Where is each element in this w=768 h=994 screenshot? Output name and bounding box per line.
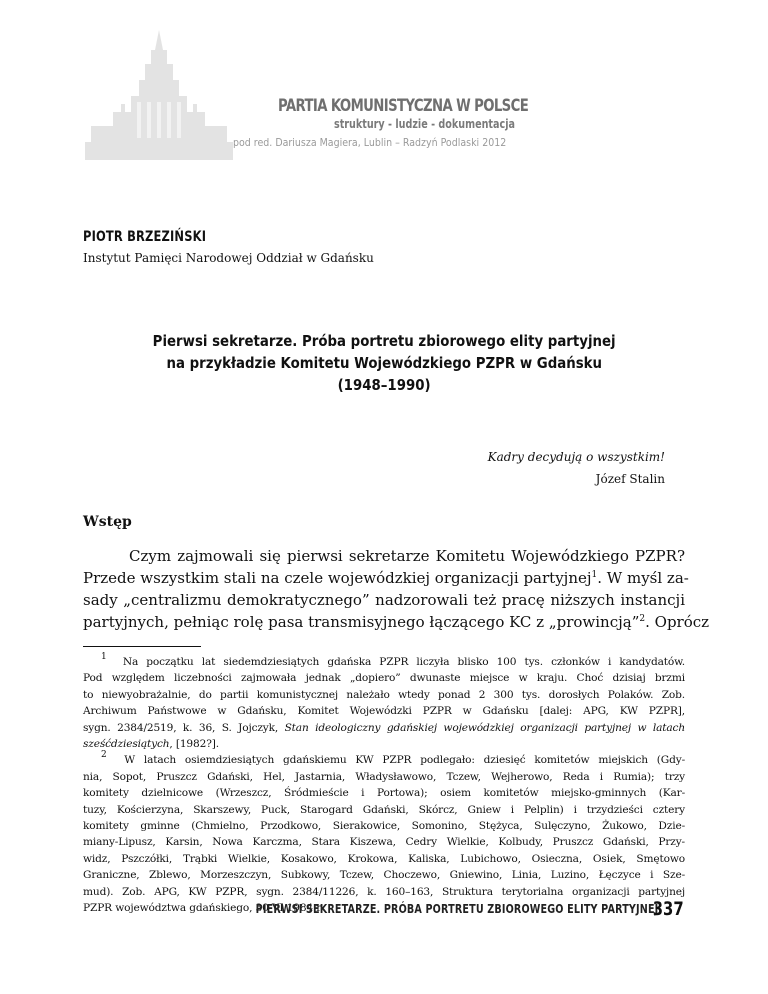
footnote-divider: [83, 646, 201, 647]
epigraph-source: Józef Stalin: [595, 472, 665, 486]
epigraph-quote: Kadry decydują o wszystkim!: [487, 450, 665, 464]
footnote-2-line-7: widz, Pszczółki, Trąbki Wielkie, Kosakowo, Krokowa, Kaliska, Lubichowo, Osieczna, Osiek, Smętowo: [83, 852, 685, 865]
title-line-2: na przykładzie Komitetu Wojewódzkiego PZPR w Gdańsku: [166, 354, 602, 372]
running-footer: PIERWSI SEKRETARZE. PRÓBA PORTRETU ZBIOROWEGO ELITY PARTYJNEJ: [255, 902, 658, 916]
footnote-1-text-5b: Stan ideologiczny gdańskiej wojewódzkiej organizacji partyjnej w latach: [284, 721, 685, 734]
footnote-2-mark: 2: [101, 750, 107, 761]
footnote-2-line-8: Graniczne, Zblewo, Morzeszczyn, Subkowy, Tczew, Choczewo, Gniewino, Linia, Luzino, Łęczyce i Sze-: [83, 869, 685, 882]
footnote-ref-2[interactable]: 2: [639, 614, 646, 624]
footnote-ref-1[interactable]: 1: [591, 570, 598, 580]
body-line-4-end: . Oprócz: [645, 613, 710, 631]
series-title: PARTIA KOMUNISTYCZNA W POLSCE: [278, 96, 529, 116]
footnote-2-line-2: nia, Sopot, Pruszcz Gdański, Hel, Jastarnia, Władysławowo, Tczew, Wejherowo, Reda i Rumia); trzy: [83, 770, 685, 783]
body-line-2-text: Przede wszystkim stali na czele wojewódzkiej organizacji partyjnej: [83, 569, 592, 587]
footnote-1-line-4: Archiwum Państwowe w Gdańsku, Komitet Wojewódzki PZPR w Gdańsku [dalej: APG, KW PZPR],: [83, 705, 685, 718]
body-line-4: [83, 611, 710, 633]
body-paragraph: [83, 545, 710, 633]
author-affiliation: Instytut Pamięci Narodowej Oddział w Gdańsku: [83, 251, 374, 265]
footnote-1-text-6b: , [1982?].: [169, 738, 219, 751]
footnote-1-text-5a: sygn. 2384/2519, k. 36, S. Jojczyk,: [83, 721, 285, 734]
footnote-2-line-5: komitety gminne (Chmielno, Przodkowo, Sierakowice, Somonino, Stężyca, Sulęczyno, Żukowo, Dzie-: [83, 820, 685, 833]
series-subtitle: struktury - ludzie - dokumentacja: [334, 117, 515, 131]
footnotes: [83, 654, 685, 917]
footnote-1-line-2: Pod względem liczebności zajmowała jednak „dopiero” dwunaste miejsce w kraju. Choć dzisiaj brzmi: [83, 672, 685, 685]
section-heading: Wstęp: [83, 514, 132, 530]
title-line-1: Pierwsi sekretarze. Próba portretu zbiorowego elity partyjnej: [152, 332, 616, 350]
author-name: PIOTR BRZEZIŃSKI: [83, 229, 207, 245]
body-line-2: [83, 567, 689, 589]
body-line-1: Czym zajmowali się pierwsi sekretarze Komitetu Wojewódzkiego PZPR?: [129, 547, 685, 565]
body-line-3: sady „centralizmu demokratycznego” nadzorowali też pracę niższych instancji: [83, 591, 685, 609]
footnote-1-line-6: [83, 736, 685, 752]
footnote-2-line-1: [83, 752, 685, 768]
footnote-2-line-3: komitety dzielnicowe (Wrzeszcz, Śródmieście i Portowa); osiem komitetów miejsko-gminnych (Kar-: [83, 787, 685, 800]
title-line-3: (1948–1990): [337, 376, 431, 394]
body-line-4-text: partyjnych, pełniąc rolę pasa transmisyjnego łączącego KC z „prowincją”: [83, 613, 640, 631]
footnote-1-text-1: Na początku lat siedemdziesiątych gdańska PZPR liczyła blisko 100 tys. członków i kandydatów.: [122, 656, 685, 668]
footnote-1-text-6a: sześćdziesiątych: [83, 738, 170, 751]
body-line-2-end: . W myśl za-: [597, 569, 689, 587]
epigraph: [488, 446, 665, 490]
page-number: 337: [653, 898, 684, 920]
footnote-1-line-5: [83, 720, 685, 736]
editor-line: pod red. Dariusza Magiera, Lublin – Radzyń Podlaski 2012: [233, 136, 507, 149]
article-title: [100, 330, 668, 396]
footnote-2-text-1: W latach osiemdziesiątych gdańskiemu KW PZPR podlegało: dziesięć komitetów miejskich (Gdy-: [124, 754, 685, 767]
footnote-2-line-10: PZPR województwa gdańskiego, 30 VI 1984 r.: [83, 902, 324, 915]
footnote-2-line-4: tuzy, Kościerzyna, Skarszewy, Puck, Starogard Gdański, Skórcz, Gniew i Pelplin) i trzydzieści cztery: [83, 803, 685, 816]
footnote-1-line-3: to niewyobrażalnie, do partii komunistycznej należało wtedy ponad 2 300 tys. dorosłych Polaków. Zob.: [83, 688, 685, 701]
footnote-1-line-1: [83, 654, 685, 670]
footnote-1-mark: 1: [101, 652, 107, 662]
footnote-2-line-6: miany-Lipusz, Karsin, Nowa Karczma, Stara Kiszewa, Cedry Wielkie, Kolbudy, Pruszcz Gdański, Przy-: [83, 836, 685, 849]
palace-of-culture-skyline-icon: [85, 30, 233, 160]
footnote-2-line-9: mud). Zob. APG, KW PZPR, sygn. 2384/11226, k. 160–163, Struktura terytorialna organizacji partyjnej: [83, 885, 685, 898]
